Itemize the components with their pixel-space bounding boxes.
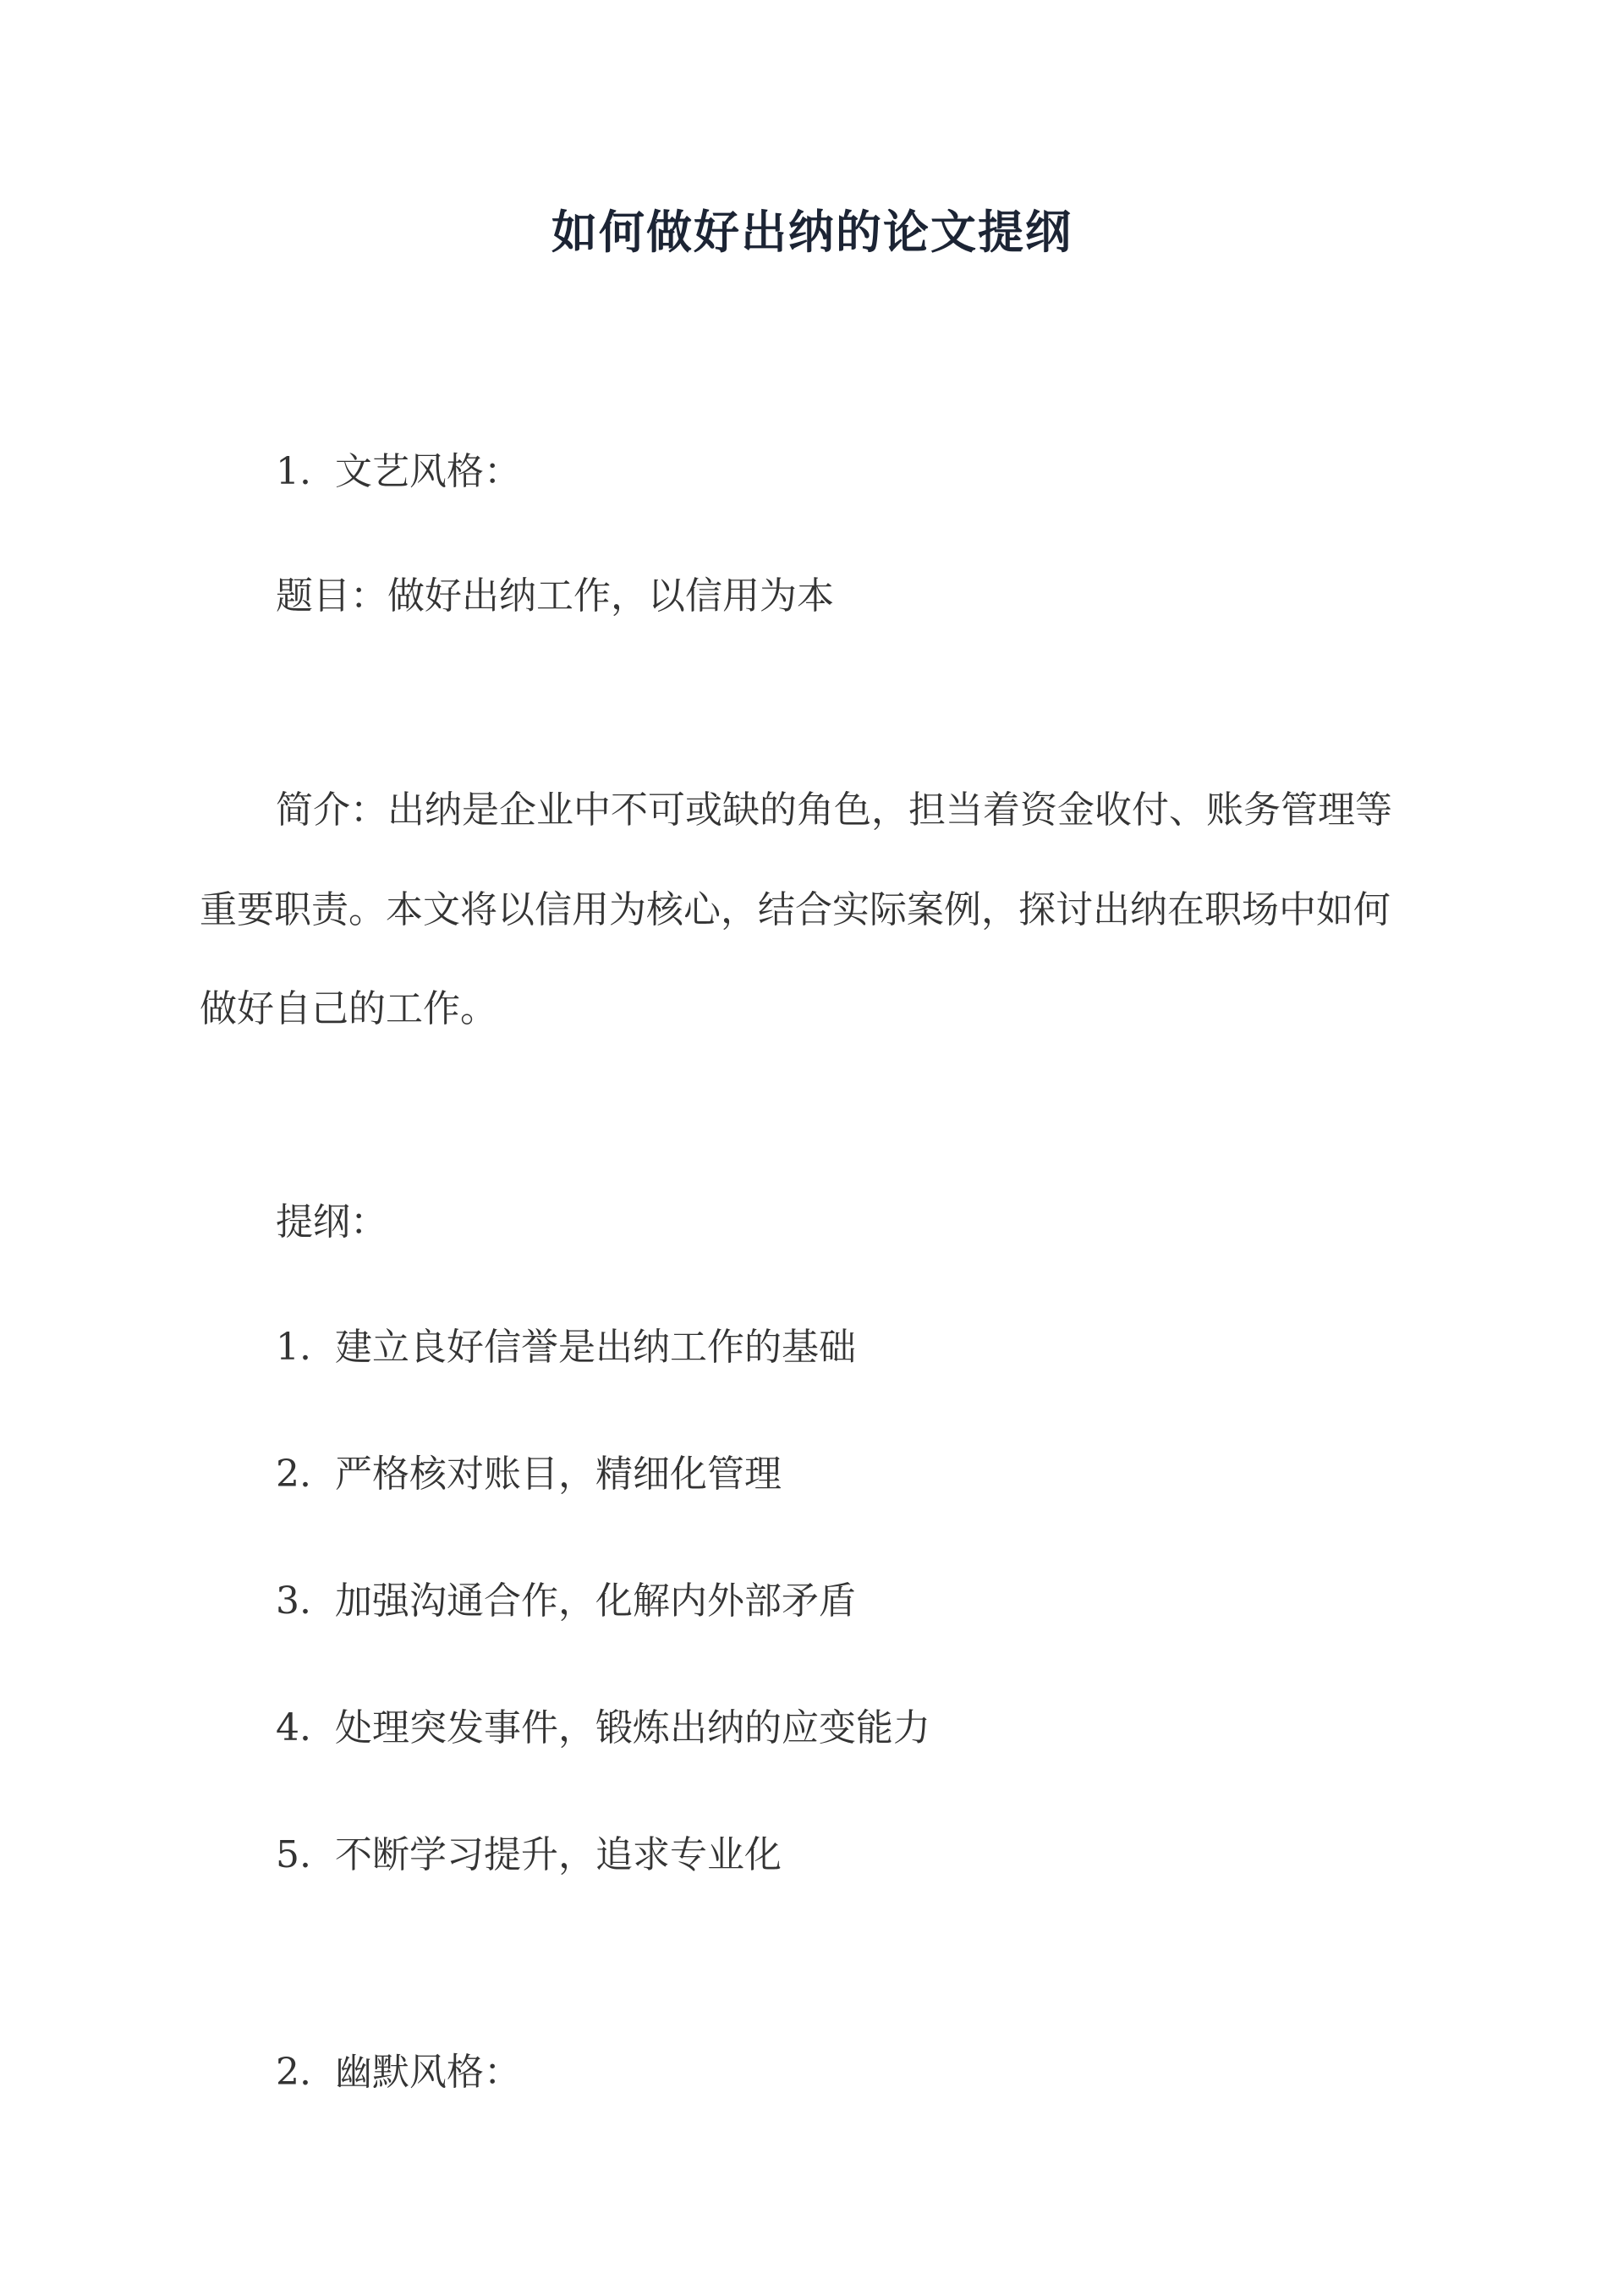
outline-item <box>276 1830 782 1881</box>
outline-label: 提纲： <box>276 1200 387 1244</box>
outline-item-text: 建立良好信誉是出纳工作的基础 <box>335 1326 856 1369</box>
outline-item-text: 不断学习提升，追求专业化 <box>335 1833 782 1876</box>
section-number: 1. <box>276 450 311 493</box>
intro-line-2: 重要职责。本文将以信用为核心，结合实际案例，探讨出纳在职场中如何 <box>200 888 1391 931</box>
outline-item-text: 处理突发事件，锻炼出纳的应变能力 <box>335 1706 930 1749</box>
outline-item <box>276 1703 930 1754</box>
section-heading-1 <box>276 447 521 497</box>
section-number: 2. <box>276 2051 311 2094</box>
outline-item <box>276 1322 856 1373</box>
outline-item-number: 4. <box>276 1706 311 1749</box>
intro-line-1: 简介：出纳是企业中不可或缺的角色，担当着资金收付、账务管理等 <box>276 788 1392 832</box>
outline-item-number: 2. <box>276 1453 311 1496</box>
section-heading-text: 文艺风格： <box>335 450 521 493</box>
outline-item <box>276 1449 782 1500</box>
outline-item-number: 3. <box>276 1579 311 1623</box>
section-heading-2 <box>276 2047 521 2098</box>
outline-item <box>276 1576 856 1627</box>
outline-item-number: 1. <box>276 1326 311 1369</box>
topic-line: 题目：做好出纳工作，以信用为本 <box>276 574 834 618</box>
outline-item-number: 5. <box>276 1833 311 1876</box>
outline-item-text: 严格核对账目，精细化管理 <box>335 1453 782 1496</box>
intro-line-3: 做好自己的工作。 <box>200 987 497 1030</box>
document-title: 如何做好出纳的论文提纲 <box>551 205 1073 259</box>
section-heading-text: 幽默风格： <box>335 2051 521 2094</box>
outline-item-text: 加强沟通合作，化解内外部矛盾 <box>335 1579 856 1623</box>
